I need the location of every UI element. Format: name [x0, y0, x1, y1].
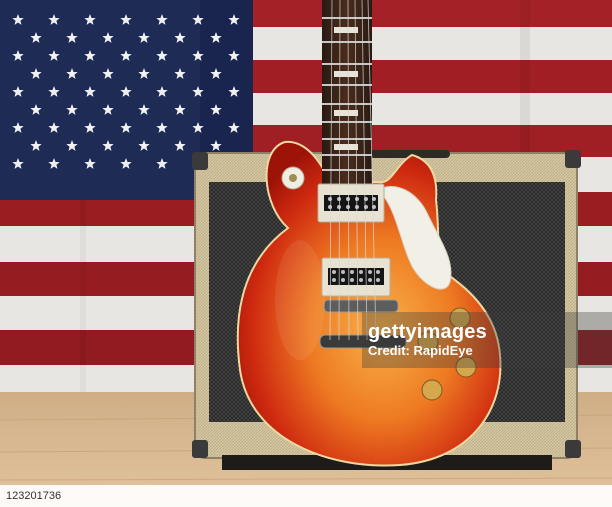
caption-bar	[0, 485, 612, 507]
watermark-brand: gettyimages	[368, 321, 487, 343]
watermark-credit: Credit: RapidEye	[368, 343, 473, 358]
getty-watermark	[362, 312, 612, 368]
image-id-label: 123201736	[6, 490, 62, 502]
